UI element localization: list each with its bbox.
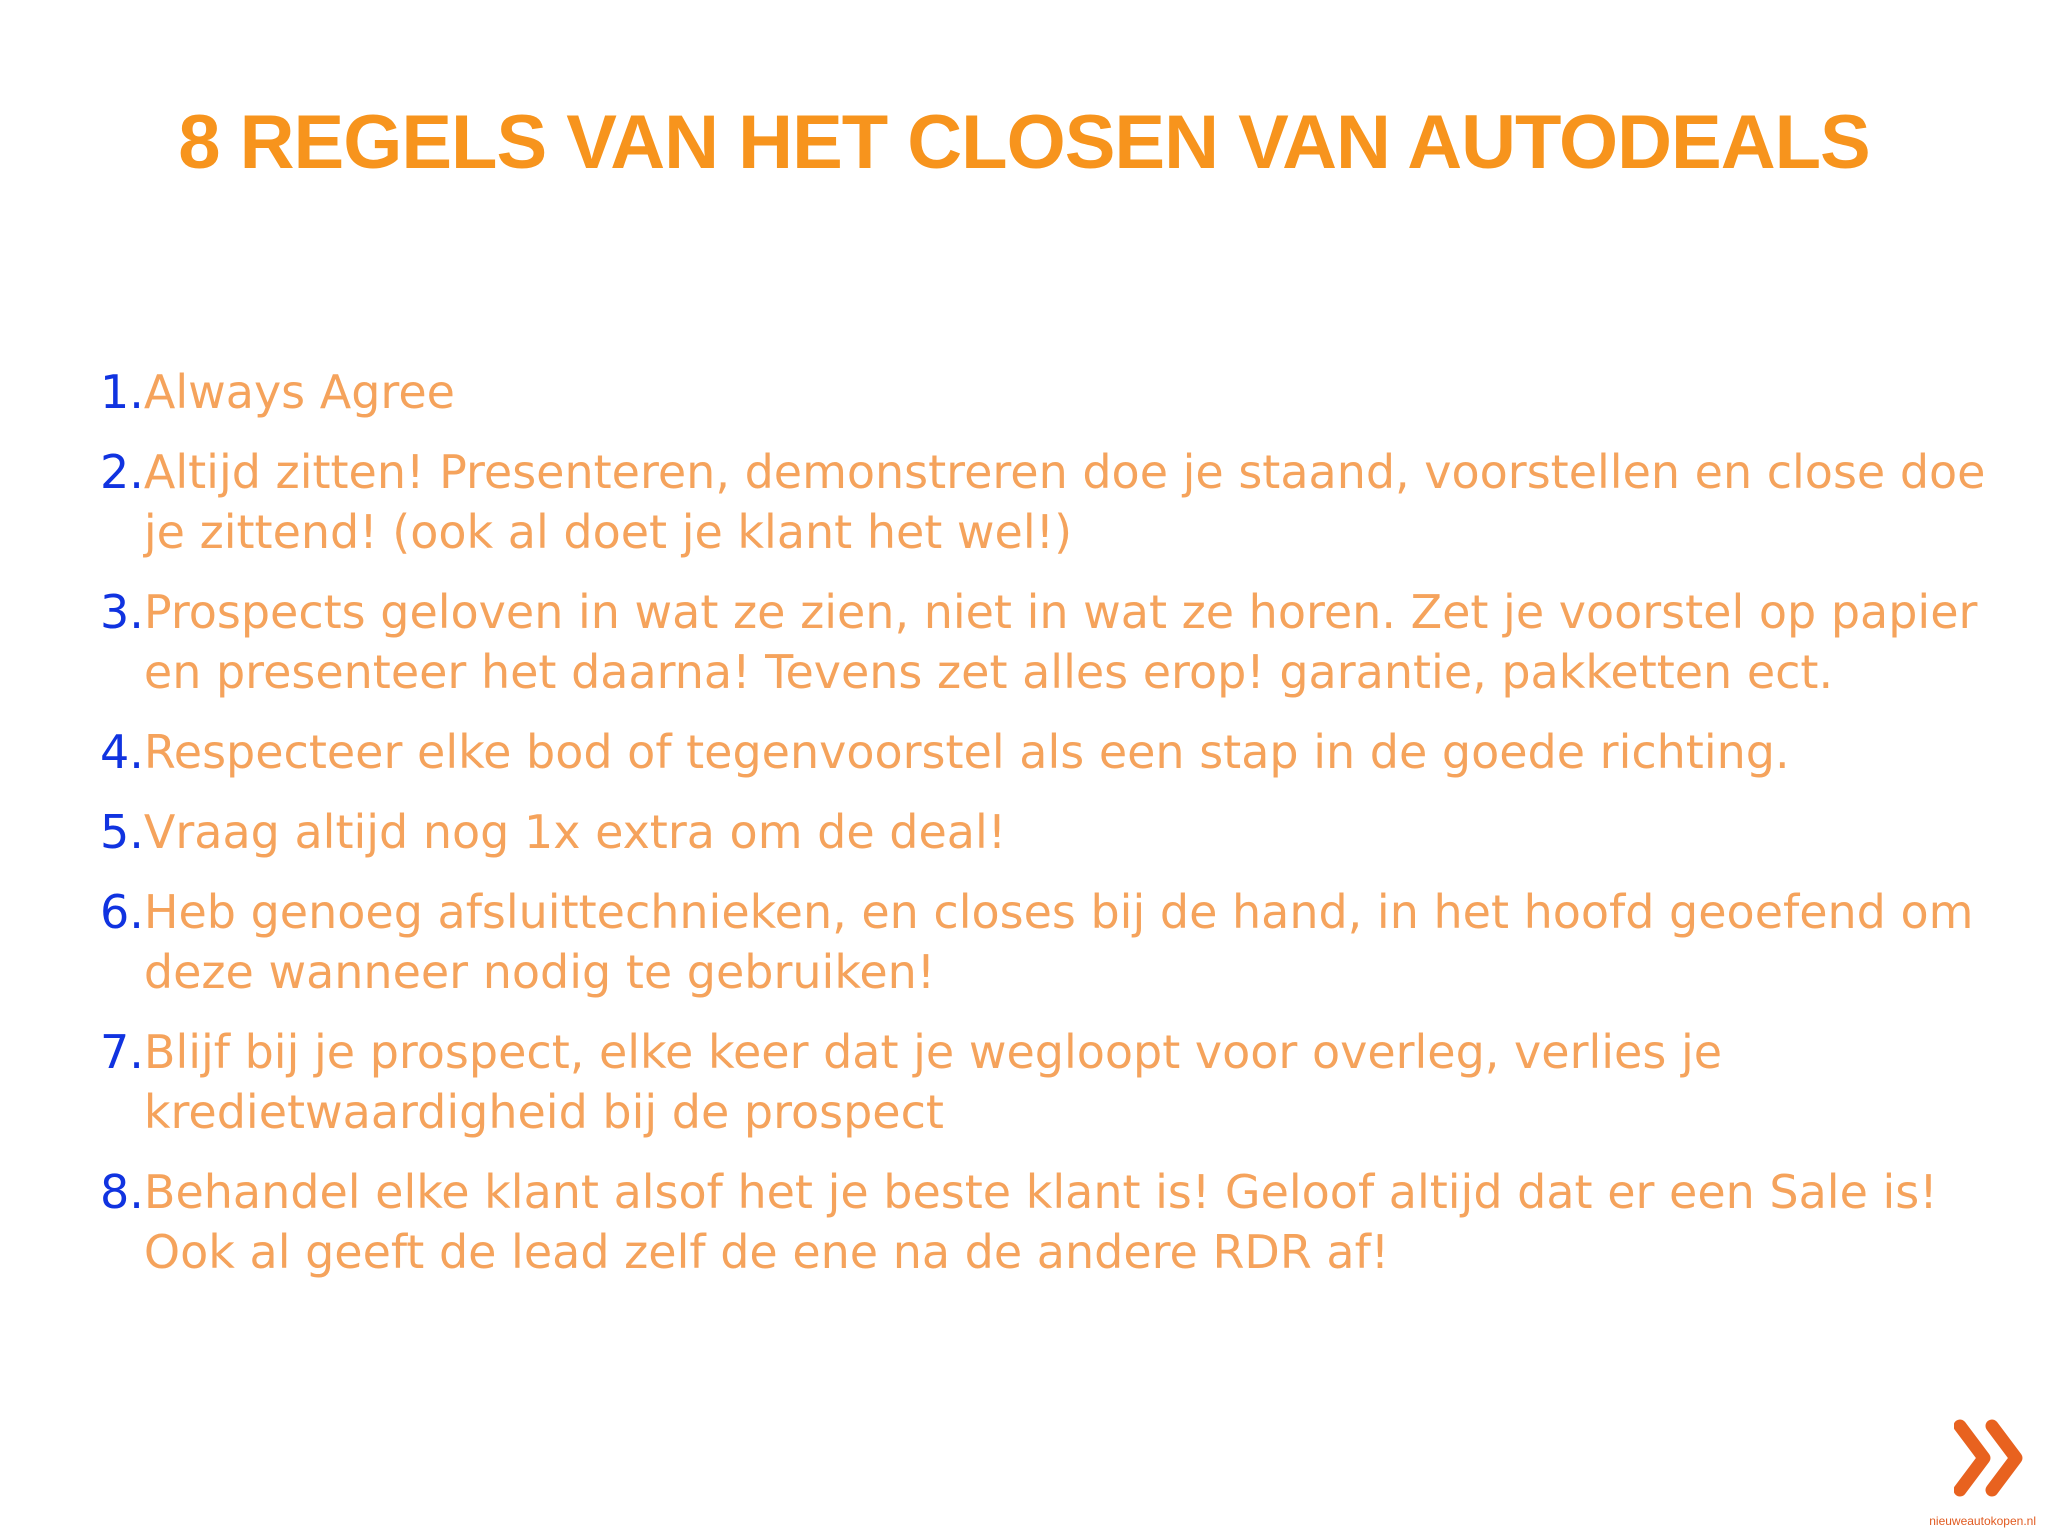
rule-text: Behandel elke klant alsof het je beste klant is! Geloof altijd dat er een Sale is! Ook al geeft de lead zelf de ene na de andere RDR af! <box>143 1165 1938 1279</box>
rule-number: 2. <box>100 445 144 499</box>
rule-text: Blijf bij je prospect, elke keer dat je wegloopt voor overleg, verlies je kredietwaardigheid bij de prospect <box>143 1025 1723 1139</box>
brand-logo <box>1916 1418 2036 1528</box>
rule-number: 8. <box>100 1165 144 1219</box>
list-item-rule-5 <box>100 802 2000 862</box>
list-item-rule-7 <box>100 1022 2000 1142</box>
rule-text: Always Agree <box>143 365 455 419</box>
rule-text: Altijd zitten! Presenteren, demonstreren doe je staand, voorstellen en close doe je zittend! (ook al doet je klant het wel!) <box>143 445 1986 559</box>
list-item-rule-4 <box>100 722 2000 782</box>
rule-number: 5. <box>100 805 144 859</box>
rule-number: 4. <box>100 725 144 779</box>
list-item-rule-1 <box>100 362 2000 422</box>
double-chevron-right-icon <box>1954 1418 2036 1498</box>
slide-title: 8 REGELS VAN HET CLOSEN VAN AUTODEALS <box>178 100 1870 185</box>
rule-number: 3. <box>100 585 144 639</box>
rules-list <box>100 362 2000 1302</box>
rule-text: Vraag altijd nog 1x extra om de deal! <box>143 805 1007 859</box>
rule-text: Prospects geloven in wat ze zien, niet in wat ze horen. Zet je voorstel op papier en presenteer het daarna! Tevens zet alles erop! garantie, pakketten ect. <box>143 585 1978 699</box>
rule-text: Heb genoeg afsluittechnieken, en closes bij de hand, in het hoofd geoefend om deze wanneer nodig te gebruiken! <box>143 885 1974 999</box>
list-item-rule-2 <box>100 442 2000 562</box>
rule-text: Respecteer elke bod of tegenvoorstel als een stap in de goede richting. <box>143 725 1790 779</box>
rule-number: 1. <box>100 365 144 419</box>
list-item-rule-8 <box>100 1162 2000 1282</box>
rule-number: 7. <box>100 1025 144 1079</box>
rule-number: 6. <box>100 885 144 939</box>
logo-text: nieuweautokopen.nl <box>1929 1514 2036 1528</box>
list-item-rule-6 <box>100 882 2000 1002</box>
list-item-rule-3 <box>100 582 2000 702</box>
